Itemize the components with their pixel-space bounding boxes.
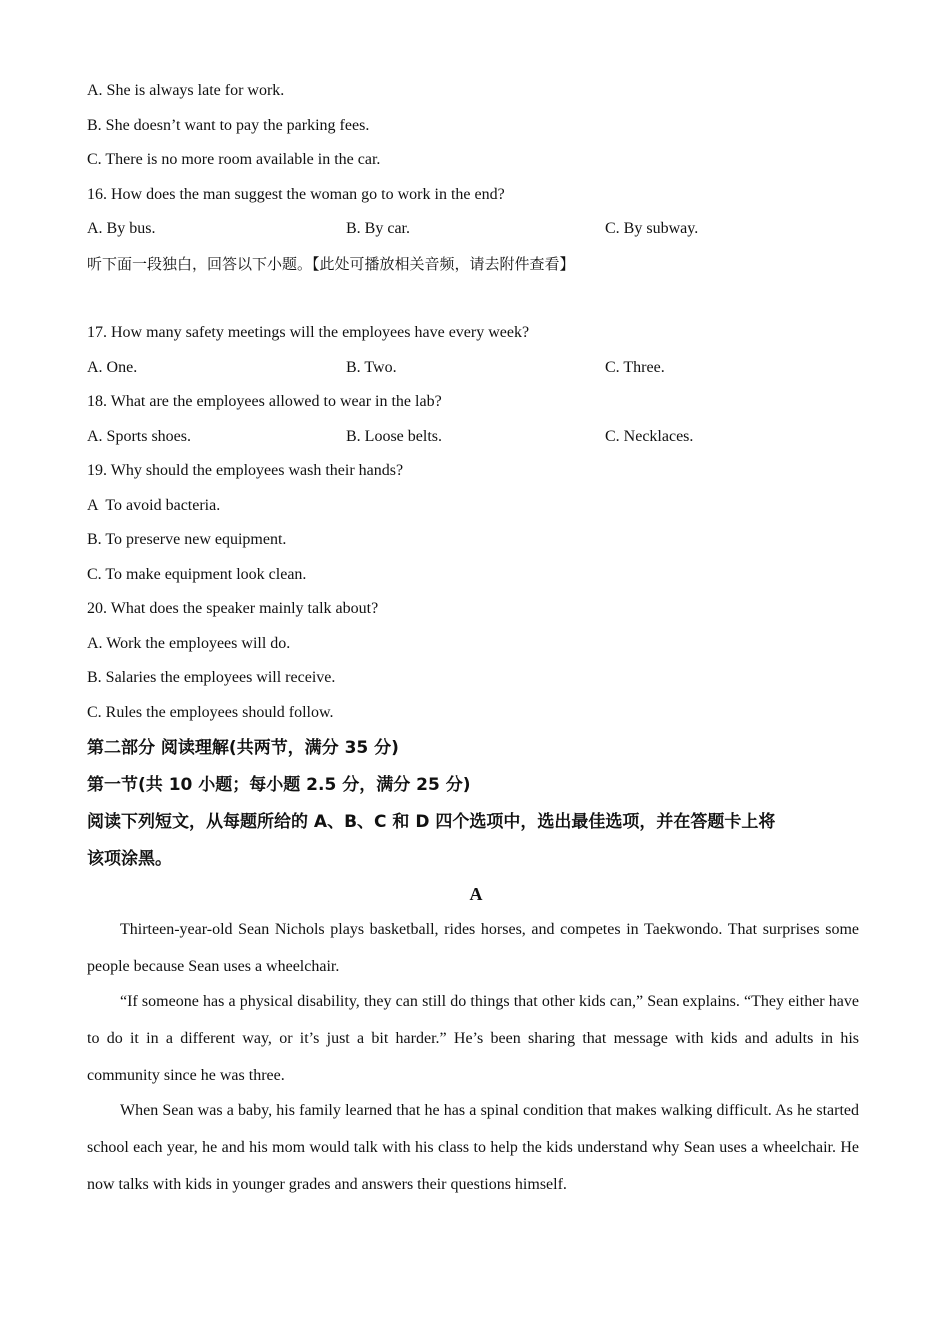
q15-option-b: B. She doesn’t want to pay the parking fees. xyxy=(87,117,370,134)
q19-question: 19. Why should the employees wash their hands? xyxy=(87,462,404,479)
reading-instruction-line2: 该项涂黑。 xyxy=(87,849,172,869)
passage-paragraph-1: Thirteen-year-old Sean Nichols plays basketball, rides horses, and competes in Taekwondo. That surprises some people because Sean uses a wheelchair. xyxy=(87,921,859,975)
q18-option-a: A. Sports shoes. xyxy=(87,428,192,445)
q19-option-c: C. To make equipment look clean. xyxy=(87,566,307,583)
section1-heading: 第一节(共 10 小题；每小题 2.5 分，满分 25 分) xyxy=(87,775,471,795)
q19-option-a: A To avoid bacteria. xyxy=(87,497,221,514)
q16-option-c: C. By subway. xyxy=(605,220,699,237)
monologue-instruction: 听下面一段独白，回答以下小题。【此处可播放相关音频，请去附件查看】 xyxy=(87,255,575,273)
q15-option-c: C. There is no more room available in the car. xyxy=(87,151,381,168)
q17-option-a: A. One. xyxy=(87,359,138,376)
q20-option-c: C. Rules the employees should follow. xyxy=(87,704,334,721)
q16-option-a: A. By bus. xyxy=(87,220,156,237)
q16-question: 16. How does the man suggest the woman go to work in the end? xyxy=(87,186,505,203)
q18-option-c: C. Necklaces. xyxy=(605,428,694,445)
passage-paragraph-3: When Sean was a baby, his family learned that he has a spinal condition that makes walking difficult. As he started school each year, he and his mom would talk with his class to help the kids understand why Sean uses a wheelchair. He now talks with kids in younger grades and answers their questions himself. xyxy=(87,1102,859,1193)
q20-question: 20. What does the speaker mainly talk about? xyxy=(87,600,379,617)
q17-option-c: C. Three. xyxy=(605,359,665,376)
q18-option-b: B. Loose belts. xyxy=(346,428,442,445)
q17-option-b: B. Two. xyxy=(346,359,397,376)
part2-heading: 第二部分 阅读理解(共两节，满分 35 分) xyxy=(87,738,399,758)
q20-option-b: B. Salaries the employees will receive. xyxy=(87,669,336,686)
passage-label: A xyxy=(469,884,483,904)
q19-option-b: B. To preserve new equipment. xyxy=(87,531,287,548)
q15-option-a: A. She is always late for work. xyxy=(87,82,285,99)
reading-instruction-line1: 阅读下列短文，从每题所给的 A、B、C 和 D 四个选项中，选出最佳选项，并在答题卡上将 xyxy=(87,812,776,832)
q18-question: 18. What are the employees allowed to wear in the lab? xyxy=(87,393,442,410)
passage-paragraph-2: “If someone has a physical disability, they can still do things that other kids can,” Sean explains. “They either have to do it in a different way, or it’s just a bit harder.” He’s been sharing that message with kids and adults in his community since he was three. xyxy=(87,993,859,1084)
q20-option-a: A. Work the employees will do. xyxy=(87,635,291,652)
q17-question: 17. How many safety meetings will the employees have every week? xyxy=(87,324,530,341)
q16-option-b: B. By car. xyxy=(346,220,410,237)
